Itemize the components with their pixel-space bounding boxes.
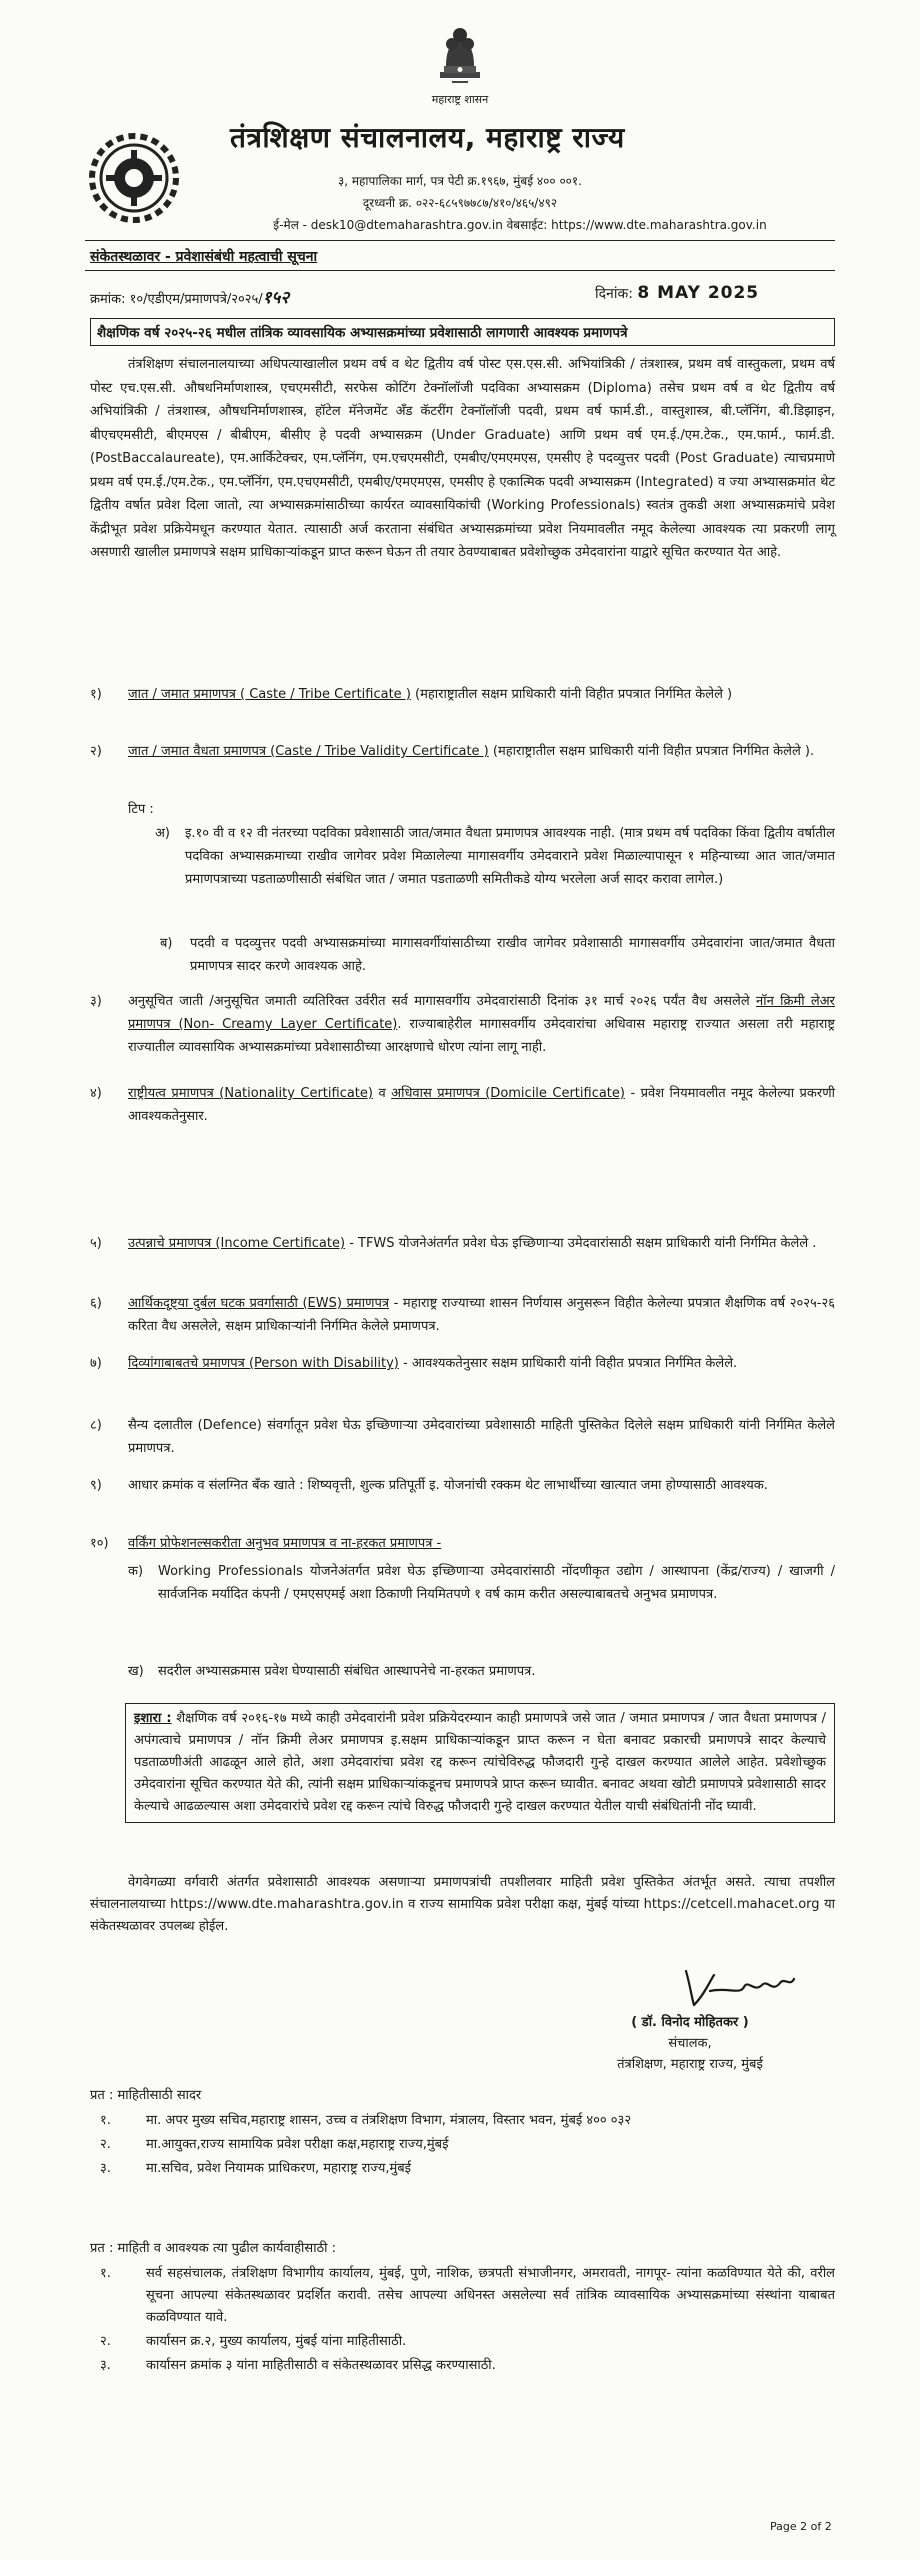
- organization-name: तंत्रशिक्षण संचालनालय, महाराष्ट्र राज्य: [230, 121, 625, 154]
- cert-item-3: [90, 990, 835, 1062]
- item-number: १०): [90, 1536, 109, 1551]
- copy-action-heading: प्रत : माहिती व आवश्यक त्या पुढील कार्यवाहीसाठी :: [90, 2241, 336, 2256]
- item-text: आधार क्रमांक व संलग्नित बँक खाते : शिष्यवृत्ती, शुल्क प्रतिपूर्ती इ. योजनांची रक्कम थेट लाभार्थीच्या खात्यात जमा होण्यासाठी आवश्यक.: [128, 1478, 768, 1493]
- cert-item-4: [90, 1082, 835, 1132]
- item-text: (महाराष्ट्रातील सक्षम प्राधिकारी यांनी विहीत प्रपत्रात निर्गमित केलेले ): [410, 687, 733, 702]
- signatory-office: तंत्रशिक्षण, महाराष्ट्र राज्य, मुंबई: [617, 2057, 763, 2072]
- item-number: ९): [90, 1478, 102, 1493]
- date-label: दिनांक:: [595, 286, 633, 302]
- copy-action-list: [100, 2263, 835, 2379]
- list-item: २. मा.आयुक्त,राज्य सामायिक प्रवेश परीक्षा कक्ष,महाराष्ट्र राज्य,मुंबई: [100, 2137, 449, 2152]
- cert-item-2: [90, 740, 835, 790]
- item-number: ८): [90, 1418, 102, 1433]
- item-heading: जात / जमात प्रमाणपत्र ( Caste / Tribe Certificate ): [128, 687, 411, 702]
- page-number: Page 2 of 2: [770, 2520, 832, 2533]
- item-number: २): [90, 744, 102, 759]
- cert-item-5: [90, 1232, 835, 1282]
- tip-text: पदवी व पदव्युत्तर पदवी अभ्यासक्रमांच्या मागासवर्गीयांसाठीच्या राखीव जागेवर प्रवेशासाठी मागासवर्गीय उमेदवारांना जात/जमात वैधता प्रमाणपत्र सादर करणे आवश्यक आहे.: [190, 936, 835, 974]
- tip-text: इ.१० वी व १२ वी नंतरच्या पदविका प्रवेशासाठी जात/जमात वैधता प्रमाणपत्र आवश्यक नाही. (मात्र प्रथम वर्ष पदविका किंवा द्वितीय वर्षातील पदविका अभ्यासक्रमाच्या राखीव जागेवर प्रवेश मिळालेल्या मागासवर्गीय उमेदवाराने प्रवेश मिळाल्यापासून १ महिन्याच्या आत जात/जमात प्रमाणपत्राच्या पडताळणीसाठी संबंधित जात / जमात पडताळणी समितीकडे योग्य भरलेला अर्ज सादर करावा लागेल.): [185, 826, 835, 887]
- signatory-name: ( डॉ. विनोद मोहितकर ): [631, 2015, 749, 2030]
- item-number: ५): [90, 1236, 102, 1251]
- warning-label: इशारा :: [134, 1711, 172, 1726]
- signatory-designation: संचालक,: [668, 2036, 712, 2051]
- cert-item-9: [90, 1474, 835, 1524]
- email-website: ई-मेल - desk10@dtemaharashtra.gov.in वेबसाईट: https://www.dte.maharashtra.gov.in: [273, 218, 767, 232]
- list-item: १. सर्व सहसंचालक, तंत्रशिक्षण विभागीय कार्यालय, मुंबई, पुणे, नाशिक, छत्रपती संभाजीनगर, अमरावती, नागपूर- त्यांना कळविण्यात येते की, वरील सूचना आपल्या संकेतस्थळावर प्रदर्शित करावी. तसेच आपल्या अधिनस्त असलेल्या सर्व तांत्रिक व्यावसायिक अभ्यासक्रमांच्या संस्थांना याबाबत कळविण्यात यावे.: [100, 2266, 835, 2325]
- item-number: ३): [90, 994, 102, 1009]
- item-number: १): [90, 687, 102, 702]
- item-text: . राज्याबाहेरील मागासवर्गीय उमेदवारांचा अधिवास महाराष्ट्र राज्यात असला तरी महाराष्ट्र राज्यातील व्यावसायिक अभ्यासक्रमांच्या प्रवेशासाठीच्या आरक्षणाचे धोरण त्यांना लागू नाही.: [128, 1017, 835, 1055]
- signature-block: [540, 2012, 840, 2075]
- item-text: - महाराष्ट्र राज्याच्या शासन निर्णयास अनुसरून विहीत केलेल्या प्रपत्रात शैक्षणिक वर्ष २०२५-२६ करिता वैध असलेले, सक्षम प्राधिकाऱ्यांनी निर्गमित केलेले प्रमाणपत्र.: [128, 1296, 835, 1334]
- address-block: [0, 170, 920, 236]
- item-heading: वर्किंग प्रोफेशनल्सकरीता अनुभव प्रमाणपत्र व ना-हरकत प्रमाणपत्र -: [128, 1536, 442, 1551]
- item-heading: आर्थिकदृष्ट्या दुर्बल घटक प्रवर्गासाठी (EWS) प्रमाणपत्र: [128, 1296, 390, 1311]
- item-text: सैन्य दलातील (Defence) संवर्गातून प्रवेश घेऊ इच्छिणाऱ्या उमेदवारांच्या प्रवेशासाठी माहिती पुस्तिकेत दिलेले सक्षम प्राधिकारी यांनी निर्गमित केलेले प्रमाणपत्र.: [128, 1418, 835, 1456]
- item-text: - आवश्यकतेनुसार सक्षम प्राधिकारी यांनी विहीत प्रपत्रात निर्गमित केलेले.: [398, 1356, 738, 1371]
- item-number: ४): [90, 1086, 102, 1101]
- wp-marker: क): [128, 1564, 144, 1579]
- reference-number: [90, 285, 289, 308]
- item-text: (महाराष्ट्रातील सक्षम प्राधिकारी यांनी विहीत प्रपत्रात निर्गमित केलेले ).: [488, 744, 815, 759]
- item-heading: राष्ट्रीयत्व प्रमाणपत्र (Nationality Certificate): [128, 1086, 373, 1101]
- wp-marker: ख): [128, 1664, 144, 1679]
- header-divider: [85, 240, 835, 241]
- notice-title: शैक्षणिक वर्ष २०२५-२६ मधील तांत्रिक व्यावसायिक अभ्यासक्रमांच्या प्रवेशासाठी लागणारी आवश्यक प्रमाणपत्रे: [90, 318, 835, 346]
- warning-box: [125, 1703, 835, 1823]
- item-joiner: व: [372, 1086, 392, 1101]
- reference-prefix: क्रमांक: १०/एडीएम/प्रमाणपत्रे/२०२५/: [90, 292, 263, 307]
- cert-item-7: [90, 1352, 835, 1402]
- subject-line: संकेतस्थळावर - प्रवेशासंबंधी महत्वाची सूचना: [90, 249, 318, 265]
- subject-divider: [85, 270, 835, 271]
- postal-address: ३, महापालिका मार्ग, पत्र पेटी क्र.१९६७, मुंबई ४०० ००१.: [338, 174, 582, 188]
- date-stamp: 8 MAY 2025: [637, 283, 760, 303]
- item-heading: दिव्यांगाबाबतचे प्रमाणपत्र (Person with Disability): [128, 1356, 399, 1371]
- item-heading: उत्पन्नाचे प्रमाणपत्र (Income Certificate): [128, 1236, 346, 1251]
- warning-text: शैक्षणिक वर्ष २०१६-१७ मध्ये काही उमेदवारांनी प्रवेश प्रक्रियेदरम्यान काही प्रमाणपत्रे जसे जात / जमात प्रमाणपत्र / जात वैधता प्रमाणपत्र /अपंगत्वाचे प्रमाणपत्र / नॉन क्रिमी लेअर प्रमाणपत्र इ.सक्षम प्राधिकाऱ्यांकडून प्राप्त करून न घेता बनावट प्रकारची प्रमाणपत्रे सादर केल्याचे पडताळणीअंती आढळून आले होते, अशा उमेदवारांचा प्रवेश रद्द करून त्यांचेविरुद्ध फौजदारी गुन्हे दाखल करण्यात आलेले आहेत. प्रवेशोच्छुक उमेदवारांना सूचित करण्यात येते की, त्यांनी सक्षम प्राधिकाऱ्यांकडूनच प्रमाणपत्रे प्राप्त करून घ्यावीत. बनावट अथवा खोटी प्रमाणपत्रे प्रवेशासाठी सादर केल्याचे आढळल्यास अशा उमेदवारांचे प्रवेश रद्द करून त्यांचे विरुद्ध फौजदारी गुन्हे दाखल करण्यात येतील याची संबंधितांनी नोंद घ्यावी.: [134, 1711, 827, 1814]
- wp-text: Working Professionals योजनेअंतर्गत प्रवेश घेऊ इच्छिणाऱ्या उमेदवारांसाठी नोंदणीकृत उद्योग / आस्थापना (केंद्र/राज्य) / खाजगी / सार्वजनिक मर्यादित कंपनी / एमएसएमई अशा ठिकाणी नियमितपणे १ वर्ष काम करीत असल्याबाबतचे अनुभव प्रमाणपत्र.: [158, 1564, 835, 1602]
- reference-handwritten: १५२: [262, 288, 290, 308]
- list-item: ३. मा.सचिव, प्रवेश नियामक प्राधिकरण, महाराष्ट्र राज्य,मुंबई: [100, 2161, 412, 2176]
- cert-item-1: [90, 683, 835, 733]
- list-item: ३. कार्यासन क्रमांक ३ यांना माहितीसाठी व संकेतस्थळावर प्रसिद्ध करण्यासाठी.: [100, 2358, 496, 2373]
- emblem-caption: महाराष्ट्र शासन: [431, 93, 489, 106]
- item-heading: नॉन क्रिमी लेअर प्रमाणपत्र (Non- Creamy Layer Certificate): [128, 994, 835, 1032]
- cert-item-6: [90, 1292, 835, 1342]
- list-item: २. कार्यासन क्र.२, मुख्य कार्यालय, मुंबई यांना माहितीसाठी.: [100, 2334, 407, 2349]
- tip-marker: ब): [160, 936, 173, 951]
- list-item: १. मा. अपर मुख्य सचिव,महाराष्ट्र शासन, उच्च व तंत्रशिक्षण विभाग, मंत्रालय, विस्तार भवन, मुंबई ४०० ०३२: [100, 2113, 632, 2128]
- cert-item-8: [90, 1414, 835, 1464]
- copy-info-heading: प्रत : माहितीसाठी सादर: [90, 2088, 202, 2103]
- item-text: - TFWS योजनेअंतर्गत प्रवेश घेऊ इच्छिणाऱ्या उमेदवारांसाठी सक्षम प्राधिकारी यांनी निर्गमित केलेले .: [345, 1236, 817, 1251]
- cert-item-10: [90, 1532, 835, 1558]
- item-text-pre: अनुसूचित जाती /अनुसूचित जमाती व्यतिरिक्त उर्वरीत सर्व मागासवर्गीय उमेदवारांसाठी दिनांक ३१ मार्च २०२६ पर्यंत वैध असलेले: [128, 994, 756, 1009]
- phone-numbers: दूरध्वनी क्र. ०२२-६८५९७७८७/४१०/४६५/४९२: [362, 196, 558, 210]
- intro-paragraph: तंत्रशिक्षण संचालनालयाच्या अधिपत्याखालील प्रथम वर्ष व थेट द्वितीय वर्ष पोस्ट एस.एस.सी. अभियांत्रिकी / तंत्रशास्त्र, प्रथम वर्ष वास्तुकला, प्रथम वर्ष पोस्ट एच.एस.सी. औषधनिर्माणशास्त्र, एचएमसीटी, सरफेस कोटिंग टेक्नॉलॉजी पदविका अभ्यासक्रम (Diploma) तसेच प्रथम वर्ष व थेट द्वितीय वर्ष अभियांत्रिकी / तंत्रशास्त्र, औषधनिर्माणशास्त्र, हॉटेल मॅनेजमेंट अँड कॅटरींग टेक्नॉलॉजी पदवी, प्रथम वर्ष फार्म.डी., वास्तुशास्त्र, बी.प्लॅनिंग, बी.डिझाइन, बीएचएमसीटी, बीएमएस / बीबीएम, बीसीए हे पदवी अभ्यासक्रम (Under Graduate) आणि प्रथम वर्ष एम.ई./एम.टेक., एम.फार्म., फार्म.डी. (PostBaccalaureate), एम.आर्किटेक्चर, एम.प्लॅनिंग, एम.एचएमसीटी, एमबीए/एमएमएस, एमसीए हे पदव्युत्तर पदवी (Post Graduate) त्याचप्रमाणे प्रथम वर्ष एम.ई./एम.टेक., एम.प्लॅनिंग, एम.एचएमसीटी, एमबीए/एमएमएस, एमसीए हे एकात्मिक पदवी अभ्यासक्रम (Integrated) व ज्या अभ्यासक्रमांत थेट द्वितीय वर्षात प्रवेश दिला जातो, त्या अभ्यासक्रमांसाठीच्या कार्यरत व्यावसायिकांची (Working Professionals) स्वतंत्र तुकडी अशा अभ्यासक्रमांचे प्रवेश केंद्रीभूत प्रवेश प्रक्रियेमधून करण्यात येतात. त्यासाठी अर्ज करताना संबंधित अभ्यासक्रमांच्या प्रवेश नियमावलीत नमूद केलेल्या आवश्यक त्या प्रकरणी लागू असणारी खालील प्रमाणपत्रे सक्षम प्राधिकाऱ्यांकडून प्राप्त करून घेऊन ती तयार ठेवण्याबाबत प्रवेशोच्छुक उमेदवारांना याद्वारे सूचित करण्यात येत आहे.: [90, 357, 835, 560]
- item-heading-2: अधिवास प्रमाणपत्र (Domicile Certificate): [391, 1086, 625, 1101]
- item-number: ६): [90, 1296, 102, 1311]
- ashoka-emblem-icon: [432, 22, 488, 92]
- closing-paragraph: वेगवेगळ्या वर्गवारी अंतर्गत प्रवेशासाठी आवश्यक असणाऱ्या प्रमाणपत्रांची तपशीलवार माहिती प्रवेश पुस्तिकेत अंतर्भूत असते. त्याचा तपशील संचालनालयाच्या https://www.dte.maharashtra.gov.in व राज्य सामायिक प्रवेश परीक्षा कक्ष, मुंबई यांच्या https://cetcell.mahacet.org या संकेतस्थळावर उपलब्ध होईल.: [90, 1875, 835, 1934]
- signature-icon: [680, 1965, 800, 2009]
- letter-date: [595, 283, 759, 303]
- wp-text: सदरील अभ्यासक्रमास प्रवेश घेण्यासाठी संबंधित आस्थापनेचे ना-हरकत प्रमाणपत्र.: [158, 1664, 536, 1679]
- item-number: ७): [90, 1356, 102, 1371]
- tip-marker: अ): [155, 826, 171, 841]
- item-text: - प्रवेश नियमावलीत नमूद केलेल्या प्रकरणी आवश्यकतेनुसार.: [128, 1086, 835, 1124]
- item-heading: जात / जमात वैधता प्रमाणपत्र (Caste / Tribe Validity Certificate ): [128, 744, 489, 759]
- letter-page: महाराष्ट्र शासन तंत्रशिक्षण संचालनालय, महाराष्ट्र राज्य ३, महापालिका मार्ग, पत्र पेटी क्र.१९६७, मुंबई ४०० ००१. दूरध्वनी क्र. ०२२-६८५९७७८७/४१०/४६५/४९२ ई-मेल - desk10@dtemaharashtra.gov.in वेबसाईट: https://www.dte.maharashtra.gov.in संकेतस्थळावर - प्रवेशासंबंधी महत्वाची सूचना क्रमांक: १०/एडीएम/प्रमाणपत्रे/२०२५/१५२ दिनांक: 8 MAY 2025 शैक्षणिक वर्ष २०२५-२६ मधील तांत्रिक व्यावसायिक अभ्यासक्रमांच्या प्रवेशासाठी लागणारी आवश्यक प्रमाणपत्रे तंत्रशिक्षण संचालनालयाच्या अधिपत्याखालील प्रथम वर्ष व थेट द्वितीय वर्ष पोस्ट एस.एस.सी. अभियांत्रिकी / तंत्रशास्त्र, प्रथम वर्ष वास्तुकला, प्रथम वर्ष पोस्ट एच.एस.सी. औषधनिर्माणशास्त्र, एचएमसीटी, सरफेस कोटिंग टेक्नॉलॉजी पदविका अभ्यासक्रम (Diploma) तसेच प्रथम वर्ष व थेट द्वितीय वर्ष अभियांत्रिकी / तंत्रशास्त्र, औषधनिर्माणशास्त्र, हॉटेल मॅनेजमेंट अँड कॅटरींग टेक्नॉलॉजी पदवी, प्रथम वर्ष फार्म.डी., वास्तुशास्त्र, बी.प्लॅनिंग, बी.डिझाइन, बीएचएमसीटी, बीएमएस / बीबीएम, बीसीए हे पदवी अभ्यासक्रम (Under Graduate) आणि प्रथम वर्ष एम.ई./एम.टेक., एम.फार्म., फार्म.डी. (PostBaccalaureate), एम.आर्किटेक्चर, एम.प्लॅनिंग, एम.एचएमसीटी, एमबीए/एमएमएस, एमसीए हे पदव्युत्तर पदवी (Post Graduate) त्याचप्रमाणे प्रथम वर्ष एम.ई./एम.टेक., एम.प्लॅनिंग, एम.एचएमसीटी, एमबीए/एमएमएस, एमसीए हे एकात्मिक पदवी अभ्यासक्रम (Integrated) व ज्या अभ्यासक्रमांत थेट द्वितीय वर्षात प्रवेश दिला जातो, त्या अभ्यासक्रमांसाठीच्या कार्यरत व्यावसायिकांची (Working Professionals) स्वतंत्र तुकडी अशा अभ्यासक्रमांचे प्रवेश केंद्रीभूत प्रवेश प्रक्रियेमधून करण्यात येतात. त्यासाठी अर्ज करताना संबंधित अभ्यासक्रमांच्या प्रवेश नियमावलीत नमूद केलेल्या आवश्यक त्या प्रकरणी लागू असणारी खालील प्रमाणपत्रे सक्षम प्राधिकाऱ्यांकडून प्राप्त करून घेऊन ती तयार ठेवण्याबाबत प्रवेशोच्छुक उमेदवारांना याद्वारे सूचित करण्यात येत आहे. १) जात / जमात प्रमाणपत्र ( Caste / Tribe Certificate ) (महाराष्ट्रातील सक्षम प्राधिकारी यांनी विहीत प्रपत्रात निर्गमित केलेले ) २) जात / जमात वैधता प्रमाणपत्र (Caste / Tribe Validity Certificate ) (महाराष्ट्रातील सक्षम प्राधिकारी यांनी विहीत प्रपत्रात निर्गमित केलेले ). टिप : अ) इ.१० वी व १२ वी नंतरच्या पदविका प्रवेशासाठी जात/जमात वैधता प्रमाणपत्र आवश्यक नाही. (मात्र प्रथम वर्ष पदविका किंवा द्वितीय वर्षातील पदविका अभ्यासक्रमाच्या राखीव जागेवर प्रवेश मिळालेल्या मागासवर्गीय उमेदवाराने प्रवेश मिळाल्यापासून १ महिन्याच्या आत जात/जमात प्रमाणपत्राच्या पडताळणीसाठी संबंधित जात / जमात पडताळणी समितीकडे योग्य भरलेला अर्ज सादर करावा लागेल.) ब) पदवी व पदव्युत्तर पदवी अभ्यासक्रमांच्या मागासवर्गीयांसाठीच्या राखीव जागेवर प्रवेशासाठी मागासवर्गीय उमेदवारांना जात/जमात वैधता प्रमाणपत्र सादर करणे आवश्यक आहे. ३) अनुसूचित जाती /अनुसूचित जमाती व्यतिरिक्त उर्वरीत सर्व मागासवर्गीय उमेदवारांसाठी दिनांक ३१ मार्च २०२६ पर्यंत वैध असलेले नॉन क्रिमी लेअर प्रमाणपत्र (Non- Creamy Layer Certificate). राज्याबाहेरील मागासवर्गीय उमेदवारांचा अधिवास महाराष्ट्र राज्यात असला तरी महाराष्ट्र राज्यातील व्यावसायिक अभ्यासक्रमांच्या प्रवेशासाठीच्या आरक्षणाचे धोरण त्यांना लागू नाही. ४) राष्ट्रीयत्व प्रमाणपत्र (Nationality Certificate) व अधिवास प्रमाणपत्र (Domicile Certificate) - प्रवेश नियमावलीत नमूद केलेल्या प्रकरणी आवश्यकतेनुसार. ५) उत्पन्नाचे प्रमाणपत्र (Income Certificate) - TFWS योजनेअंतर्गत प्रवेश घेऊ इच्छिणाऱ्या उमेदवारांसाठी सक्षम प्राधिकारी यांनी निर्गमित केलेले . ६) आर्थिकदृष्ट्या दुर्बल घटक प्रवर्गासाठी (EWS) प्रमाणपत्र - महाराष्ट्र राज्याच्या शासन निर्णयास अनुसरून विहीत केलेल्या प्रपत्रात शैक्षणिक वर्ष २०२५-२६ करिता वैध असलेले, सक्षम प्राधिकाऱ्यांनी निर्गमित केलेले प्रमाणपत्र. ७) दिव्यांगाबाबतचे प्रमाणपत्र (Person with Disability) - आवश्यकतेनुसार सक्षम प्राधिकारी यांनी विहीत प्रपत्रात निर्गमित केलेले. ८) सैन्य दलातील (Defence) संवर्गातून प्रवेश घेऊ इच्छिणाऱ्या उमेदवारांच्या प्रवेशासाठी माहिती पुस्तिकेत दिलेले सक्षम प्राधिकारी यांनी निर्गमित केलेले प्रमाणपत्र. ९) आधार क्रमांक व संलग्नित बँक खाते : शिष्यवृत्ती, शुल्क प्रतिपूर्ती इ. योजनांची रक्कम थेट लाभार्थीच्या खात्यात जमा होण्यासाठी आवश्यक. १०) वर्किंग प्रोफेशनल्सकरीता अनुभव प्रमाणपत्र व ना-हरकत प्रमाणपत्र - क) Working Professionals योजनेअंतर्गत प्रवेश घेऊ इच्छिणाऱ्या उमेदवारांसाठी नोंदणीकृत उद्योग / आस्थापना (केंद्र/राज्य) / खाजगी / सार्वजनिक मर्यादित कंपनी / एमएसएमई अशा ठिकाणी नियमितपणे १ वर्ष काम करीत असल्याबाबतचे अनुभव प्रमाणपत्र. ख) सदरील अभ्यासक्रमास प्रवेश घेण्यासाठी संबंधित आस्थापनेचे ना-हरकत प्रमाणपत्र. इशारा : शैक्षणिक वर्ष २०१६-१७ मध्ये काही उमेदवारांनी प्रवेश प्रक्रियेदरम्यान काही प्रमाणपत्रे जसे जात / जमात प्रमाणपत्र / जात वैधता प्रमाणपत्र /अपंगत्वाचे प्रमाणपत्र / नॉन क्रिमी लेअर प्रमाणपत्र इ.सक्षम प्राधिकाऱ्यांकडून प्राप्त करून न घेता बनावट प्रकारची प्रमाणपत्रे सादर केल्याचे पडताळणीअंती आढळून आले होते, अशा उमेदवारांचा प्रवेश रद्द करून त्यांचेविरुद्ध फौजदारी गुन्हे दाखल करण्यात आलेले आहेत. प्रवेशोच्छुक उमेदवारांना सूचित करण्यात येते की, त्यांनी सक्षम प्राधिकाऱ्यांकडूनच प्रमाणपत्रे प्राप्त करून घ्यावीत. बनावट अथवा खोटी प्रमाणपत्रे प्रवेशासाठी सादर केल्याचे आढळल्यास अशा उमेदवारांचे प्रवेश रद्द करून त्यांचे विरुद्ध फौजदारी गुन्हे दाखल करण्यात येतील याची संबंधितांनी नोंद घ्यावी. वेगवेगळ्या वर्गवारी अंतर्गत प्रवेशासाठी आवश्यक असणाऱ्या प्रमाणपत्रांची तपशीलवार माहिती प्रवेश पुस्तिकेत अंतर्भूत असते. त्याचा तपशील संचालनालयाच्या https://www.dte.maharashtra.gov.in व राज्य सामायिक प्रवेश परीक्षा कक्ष, मुंबई यांच्या https://cetcell.mahacet.org या संकेतस्थळावर उपलब्ध होईल. ( डॉ. विनोद मोहितकर ) संचालक, तंत्रशिक्षण, महाराष्ट्र राज्य, मुंबई प्रत : माहितीसाठी सादर १. मा. अपर मुख्य सचिव,महाराष्ट्र शासन, उच्च व तंत्रशिक्षण विभाग, मंत्रालय, विस्तार भवन, मुंबई ४०० ०३२ २. मा.आयुक्त,राज्य सामायिक प्रवेश परीक्षा कक्ष,महाराष्ट्र राज्य,मुंबई ३. मा.सचिव, प्रवेश नियामक प्राधिकरण, महाराष्ट्र राज्य,मुंबई प्रत : माहिती व आवश्यक त्या पुढील कार्यवाहीसाठी : १. सर्व सहसंचालक, तंत्रशिक्षण विभागीय कार्यालय, मुंबई, पुणे, नाशिक, छत्रपती संभाजीनगर, अमरावती, नागपूर- त्यांना कळविण्यात येते की, वरील सूचना आपल्या संकेतस्थळावर प्रदर्शित करावी. तसेच आपल्या अधिनस्त असलेल्या सर्व तांत्रिक व्यावसायिक अभ्यासक्रमांच्या संस्थांना याबाबत कळविण्यात यावे. २. कार्यासन क्र.२, मुख्य कार्यालय, मुंबई यांना माहितीसाठी. ३. कार्यासन क्रमांक ३ यांना माहितीसाठी व संकेतस्थळावर प्रसिद्ध करण्यासाठी. Page 2 of 2: [0, 0, 920, 2560]
- copy-info-list: [100, 2110, 835, 2182]
